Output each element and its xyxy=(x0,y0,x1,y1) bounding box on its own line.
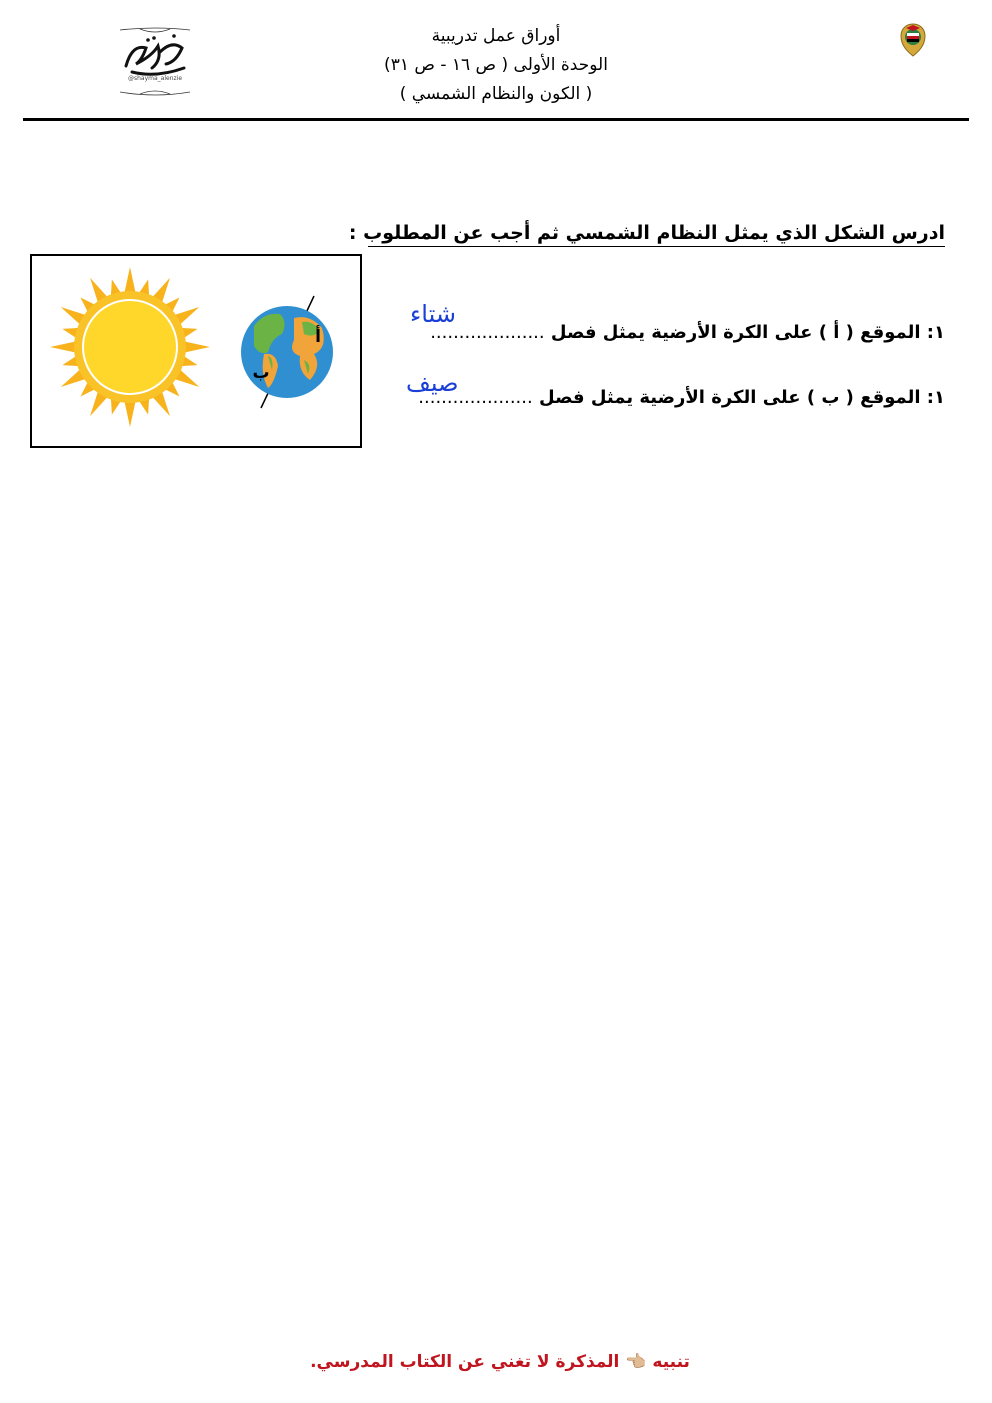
question-b-blank[interactable]: .................... xyxy=(418,387,533,408)
unit-title: الوحدة الأولى ( ص ١٦ - ص ٣١) xyxy=(384,55,608,75)
instruction-text: ادرس الشكل الذي يمثل النظام الشمسي ثم أجب عن المطلوب : xyxy=(368,222,945,247)
worksheet-title: أوراق عمل تدريبية xyxy=(431,26,561,46)
solar-system-figure xyxy=(30,254,362,448)
question-b xyxy=(365,387,945,408)
question-a-blank[interactable]: .................... xyxy=(430,322,545,343)
sun-icon xyxy=(50,267,210,427)
question-a-text: ١: الموقع ( أ ) على الكرة الأرضية يمثل فصل xyxy=(550,322,945,343)
label-a: أ xyxy=(315,327,321,347)
answer-a: شتاء xyxy=(410,300,456,328)
logo-handle: @shayma_alenzie xyxy=(127,75,183,82)
lesson-title: ( الكون والنظام الشمسي ) xyxy=(399,84,593,104)
emblem-icon xyxy=(896,22,930,58)
label-b: ب xyxy=(252,363,270,383)
earth-icon xyxy=(241,296,333,408)
question-b-text: ١: الموقع ( ب ) على الكرة الأرضية يمثل فصل xyxy=(539,387,945,408)
answer-b: صيف xyxy=(406,369,459,397)
question-a xyxy=(365,322,945,343)
footer-notice: تنبيه 👈🏼 المذكرة لا تغني عن الكتاب المدرسي. xyxy=(310,1352,690,1372)
header-divider xyxy=(23,118,969,121)
figure-drawing xyxy=(32,256,360,446)
author-logo-icon xyxy=(112,26,198,100)
header-text xyxy=(296,22,696,109)
